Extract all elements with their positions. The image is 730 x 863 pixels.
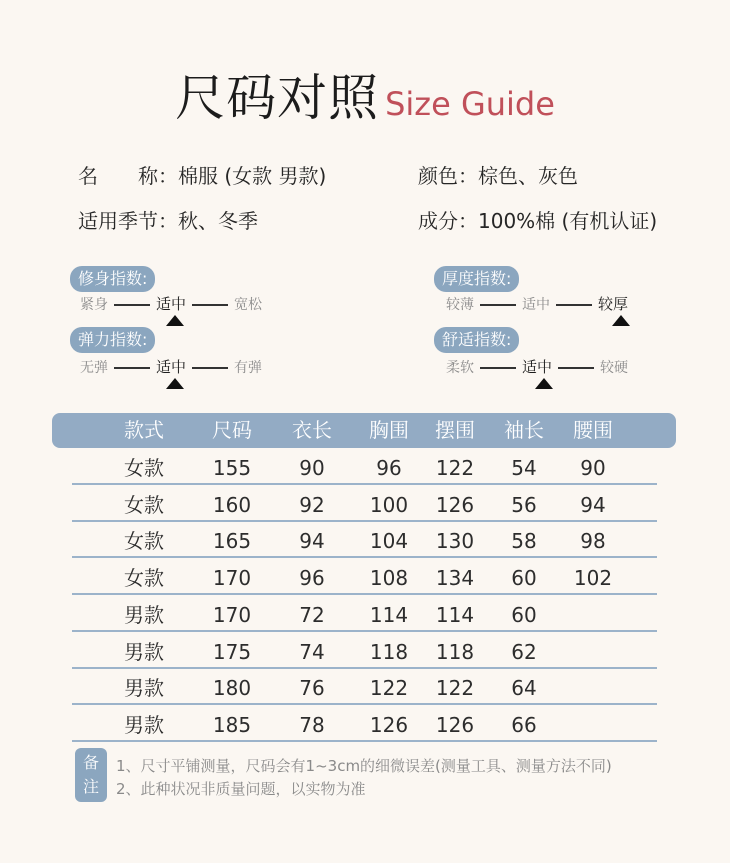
stretch-index-right: 有弹: [234, 360, 263, 376]
cell-size: 170: [212, 566, 252, 591]
cell-waist: 94: [580, 492, 606, 517]
cell-waist: 98: [580, 529, 606, 554]
scale-line: [192, 367, 228, 369]
cell-chest: 114: [369, 602, 409, 627]
scale-line: [480, 367, 516, 369]
header-size: 尺码: [212, 418, 252, 442]
table-row: [0, 450, 730, 486]
product-color-value: 棕色、灰色: [478, 164, 578, 188]
row-divider: [72, 630, 657, 632]
cell-style: 女款: [124, 456, 164, 480]
cell-hem: 118: [435, 639, 475, 664]
comfort-index-tag: 舒适指数:: [434, 327, 519, 353]
row-divider: [72, 703, 657, 705]
cell-hem: 122: [435, 456, 475, 480]
product-season-value: 秋、冬季: [178, 209, 258, 233]
scale-line: [558, 367, 594, 369]
cell-chest: 122: [369, 676, 409, 701]
scale-line: [192, 304, 228, 306]
cell-waist: 90: [580, 456, 606, 480]
cell-style: 男款: [124, 602, 164, 627]
cell-chest: 96: [376, 456, 402, 480]
row-divider: [72, 483, 657, 485]
cell-style: 女款: [124, 566, 164, 591]
row-divider: [72, 593, 657, 595]
fit-index-mid: 适中: [156, 295, 187, 313]
cell-size: 170: [212, 602, 252, 627]
product-season-label: 适用季节：: [78, 209, 178, 233]
product-name: [78, 160, 326, 189]
title-zh: 尺码对照: [175, 69, 380, 127]
stretch-index-left: 无弹: [80, 360, 108, 376]
cell-length: 94: [299, 529, 325, 554]
table-row: [0, 670, 730, 706]
cell-length: 76: [299, 676, 325, 701]
cell-sleeve: 54: [511, 456, 537, 480]
cell-hem: 126: [435, 492, 475, 517]
cell-length: 90: [299, 456, 325, 480]
cell-sleeve: 66: [511, 712, 537, 737]
fit-index-right: 宽松: [234, 297, 263, 313]
cell-style: 男款: [124, 712, 164, 737]
cell-length: 74: [299, 639, 325, 664]
cell-chest: 104: [369, 529, 409, 554]
cell-size: 180: [212, 676, 252, 701]
cell-chest: 118: [369, 639, 409, 664]
cell-sleeve: 56: [511, 492, 537, 517]
table-row: [0, 597, 730, 633]
row-divider: [72, 667, 657, 669]
product-color: [418, 160, 578, 189]
comfort-index-right: 较硬: [600, 360, 629, 376]
table-row: [0, 634, 730, 670]
comfort-index-marker-icon: [535, 378, 553, 389]
cell-size: 160: [212, 492, 252, 517]
note-line-2: 2、此种状况非质量问题，以实物为准: [116, 780, 366, 798]
table-row: [0, 560, 730, 596]
fit-index-tag: 修身指数:: [70, 266, 155, 292]
notes-tag: [75, 748, 107, 802]
cell-size: 175: [212, 639, 252, 664]
row-divider: [72, 520, 657, 522]
header-style: 款式: [124, 418, 164, 442]
thickness-index-marker-icon: [612, 315, 630, 326]
fit-index-scale: [80, 293, 262, 314]
cell-length: 78: [299, 712, 325, 737]
cell-style: 男款: [124, 639, 164, 664]
title-en: Size Guide: [385, 85, 555, 123]
product-color-label: 颜色：: [418, 164, 478, 188]
thickness-index-scale: [446, 293, 628, 314]
cell-hem: 122: [435, 676, 475, 701]
thickness-index-mid: 适中: [522, 297, 550, 313]
stretch-index-scale: [80, 356, 262, 377]
cell-style: 女款: [124, 492, 164, 517]
table-row: [0, 523, 730, 559]
notes-tag-top: 备: [82, 753, 99, 772]
cell-sleeve: 60: [511, 566, 537, 591]
product-material: [418, 205, 657, 234]
cell-sleeve: 64: [511, 676, 537, 701]
header-hem: 摆围: [435, 418, 475, 442]
stretch-index-tag: 弹力指数:: [70, 327, 155, 353]
row-divider: [72, 556, 657, 558]
scale-line: [114, 367, 150, 369]
header-waist: 腰围: [573, 418, 613, 442]
scale-line: [556, 304, 592, 306]
cell-hem: 126: [435, 712, 475, 737]
cell-sleeve: 58: [511, 529, 537, 554]
size-table-header: [52, 413, 676, 448]
header-chest: 胸围: [369, 418, 409, 442]
note-line-1: 1、尺寸平铺测量，尺码会有1~3cm的细微误差(测量工具、测量方法不同): [116, 757, 612, 775]
row-divider: [72, 740, 657, 742]
cell-chest: 126: [369, 712, 409, 737]
cell-hem: 130: [435, 529, 475, 554]
product-material-label: 成分：: [418, 209, 478, 233]
product-material-value: 100%棉 (有机认证): [478, 209, 658, 233]
cell-length: 92: [299, 492, 325, 517]
cell-hem: 114: [435, 602, 475, 627]
cell-chest: 108: [369, 566, 409, 591]
cell-size: 165: [212, 529, 252, 554]
cell-style: 男款: [124, 676, 164, 701]
cell-length: 72: [299, 602, 325, 627]
cell-hem: 134: [435, 566, 475, 591]
header-sleeve: 袖长: [504, 418, 544, 442]
cell-length: 96: [299, 566, 325, 591]
scale-line: [480, 304, 516, 306]
cell-size: 185: [212, 712, 252, 737]
table-row: [0, 707, 730, 743]
cell-sleeve: 62: [511, 639, 537, 664]
product-name-label: 名 称：: [78, 164, 178, 188]
cell-sleeve: 60: [511, 602, 537, 627]
cell-chest: 100: [369, 492, 409, 517]
thickness-index-right: 较厚: [598, 295, 629, 313]
comfort-index-left: 柔软: [446, 360, 474, 376]
stretch-index-mid: 适中: [156, 358, 187, 376]
stretch-index-marker-icon: [166, 378, 184, 389]
notes-tag-bottom: 注: [82, 777, 99, 796]
comfort-index-scale: [446, 356, 628, 377]
comfort-index-mid: 适中: [522, 358, 553, 376]
scale-line: [114, 304, 150, 306]
page-title: [0, 58, 730, 130]
fit-index-left: 紧身: [80, 297, 108, 313]
cell-style: 女款: [124, 529, 164, 554]
fit-index-marker-icon: [166, 315, 184, 326]
cell-waist: 102: [573, 566, 613, 591]
thickness-index-left: 较薄: [446, 297, 474, 313]
table-row: [0, 487, 730, 523]
product-name-value: 棉服 (女款 男款): [178, 164, 327, 188]
header-length: 衣长: [292, 418, 332, 442]
thickness-index-tag: 厚度指数:: [434, 266, 519, 292]
cell-size: 155: [212, 456, 252, 480]
product-season: [78, 205, 258, 234]
